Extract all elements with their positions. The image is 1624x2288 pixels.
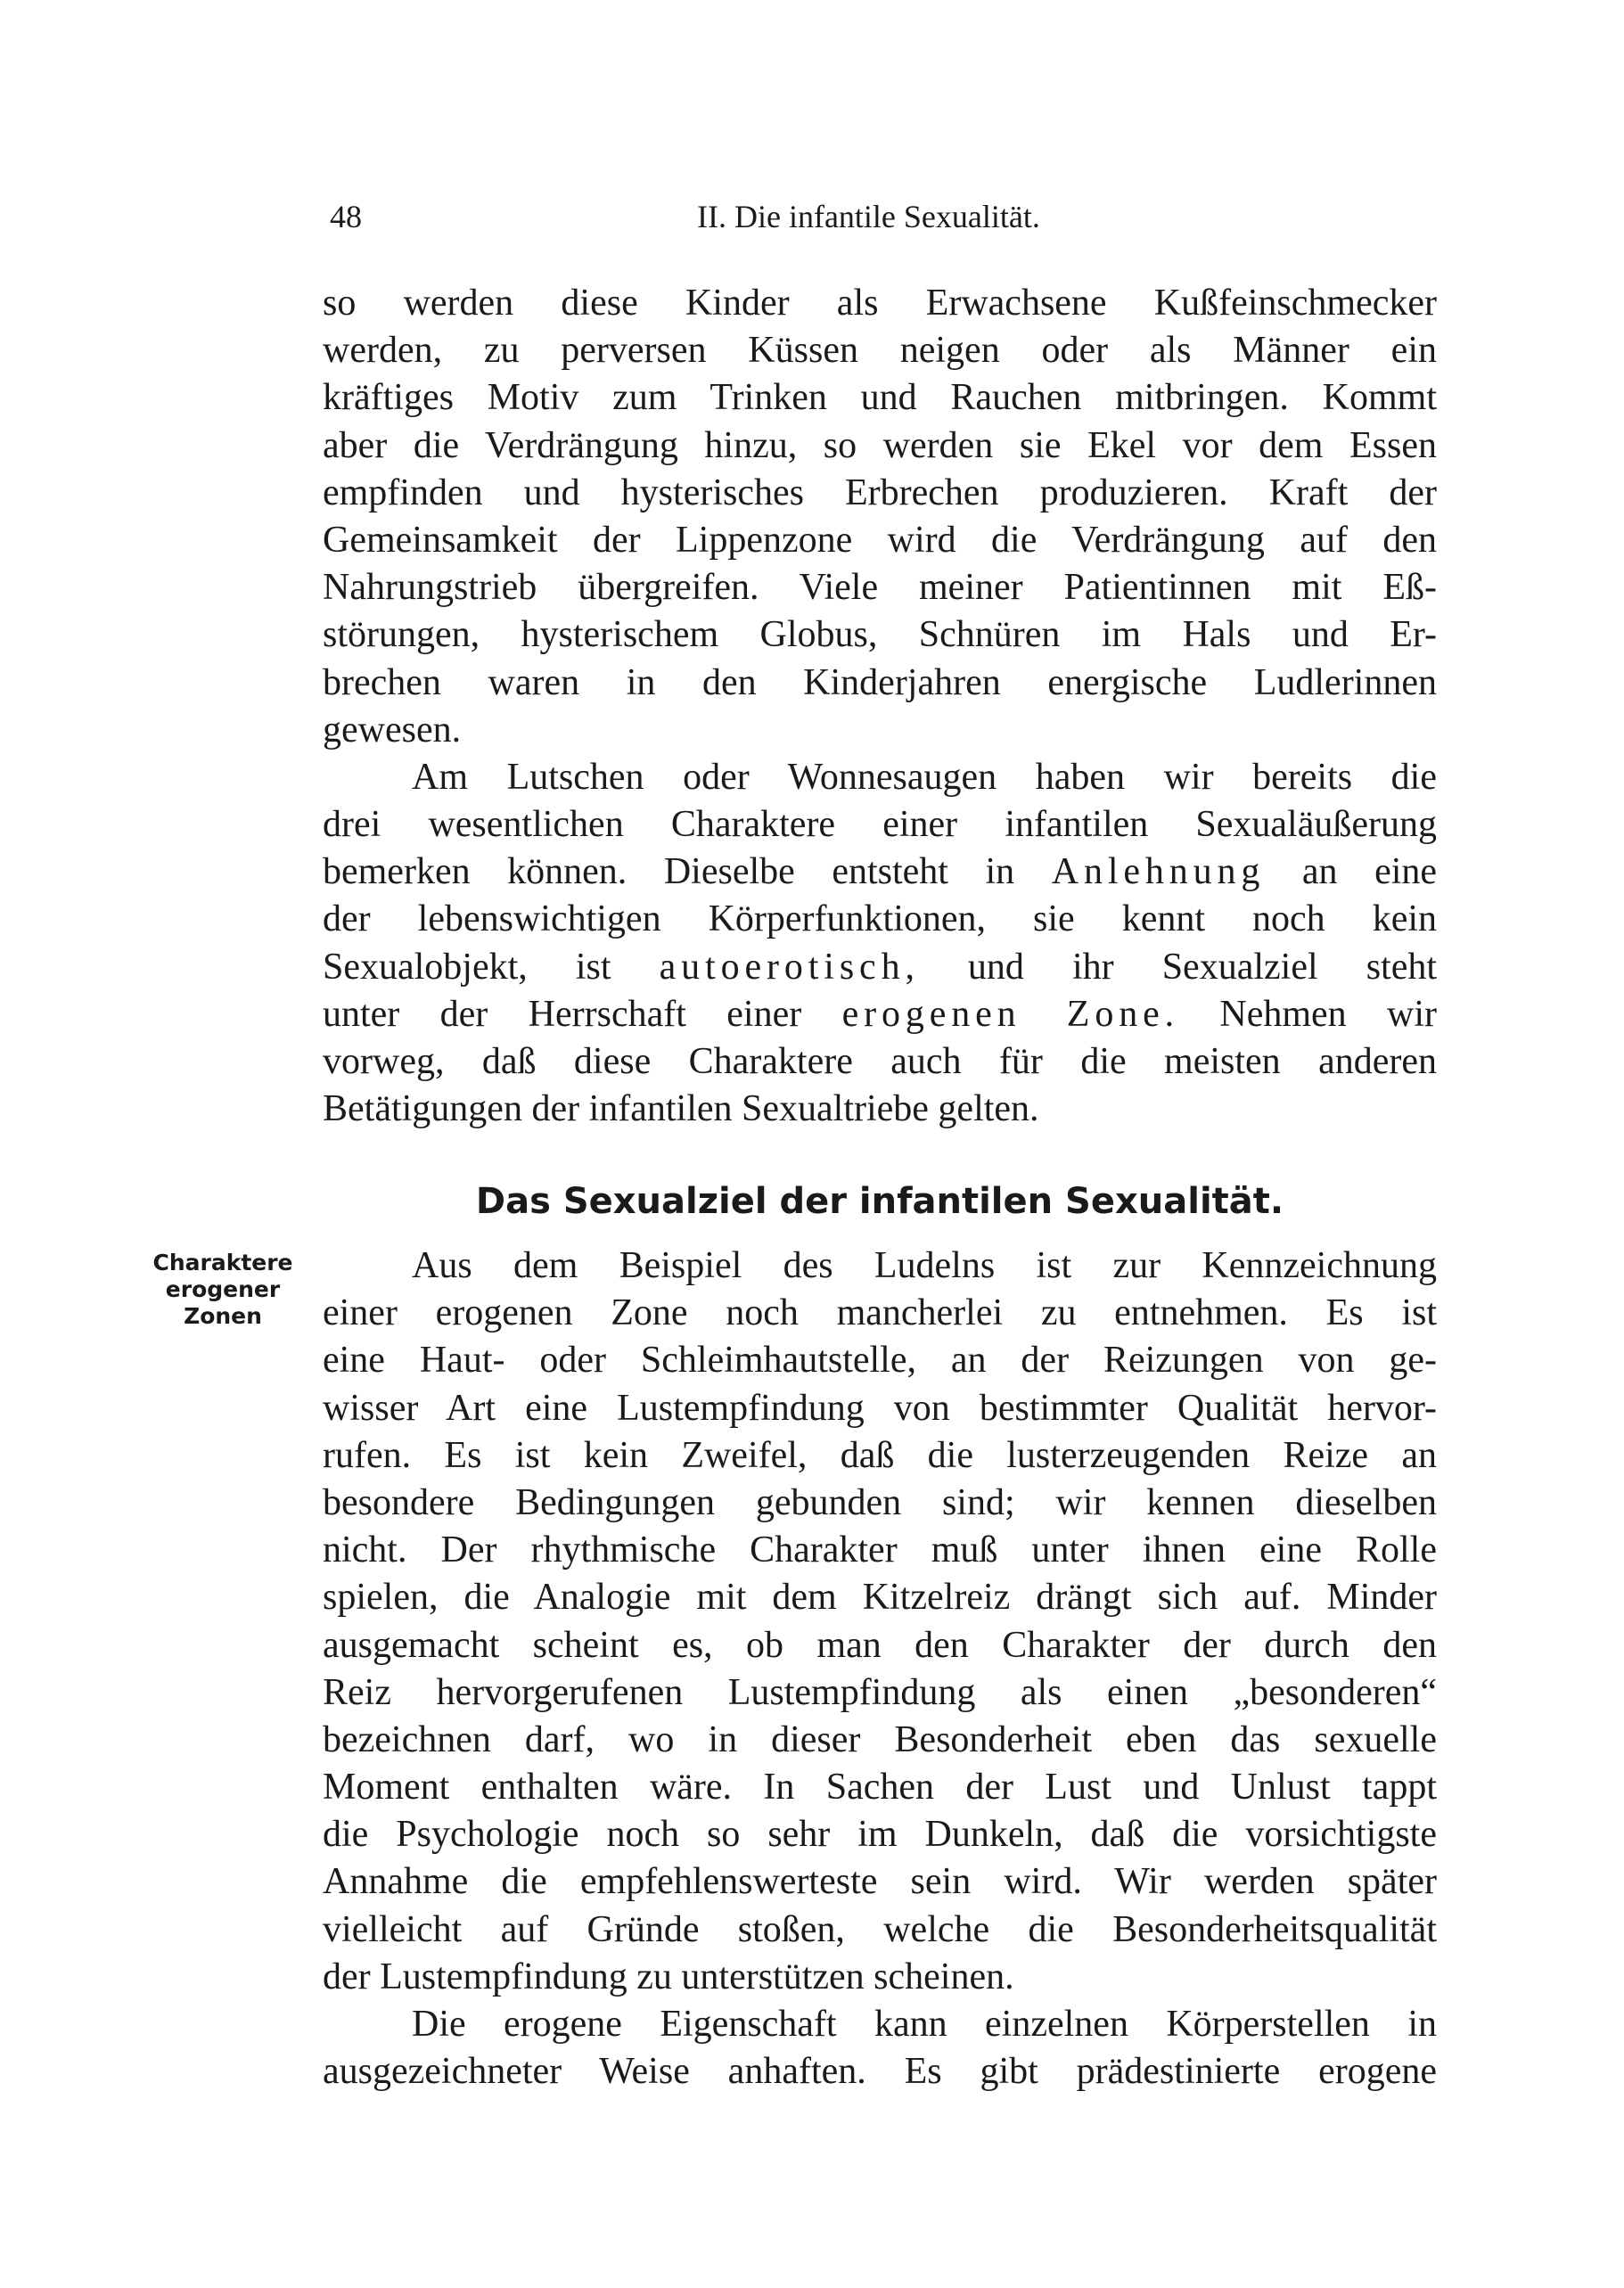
text-line: Annahme die empfehlenswerteste sein wird. Wir werden später — [323, 1861, 1437, 1903]
text-line: der Lustempfindung zu unterstützen scheinen. — [323, 1956, 1014, 1997]
text-line: vorweg, daß diese Charaktere auch für die meisten anderen — [323, 1041, 1437, 1082]
text-line: spielen, die Analogie mit dem Kitzelreiz drängt sich auf. Minder — [323, 1577, 1437, 1619]
margin-note-line: Zonen — [184, 1303, 262, 1329]
text-line: ausgemacht scheint es, ob man den Charakter der durch den — [323, 1624, 1437, 1666]
text-line: Sexualobjekt, ist autoerotisch, und ihr Sexualziel steht — [323, 946, 1438, 988]
running-title: II. Die infantile Sexualität. — [697, 199, 1040, 234]
text-line: ausgezeichneter Weise anhaften. Es gibt prädestinierte erogene — [323, 2051, 1437, 2093]
text-line: Gemeinsamkeit der Lippenzone wird die Verdrängung auf den — [323, 519, 1437, 561]
text-line: nicht. Der rhythmische Charakter muß unter ihnen eine Rolle — [323, 1529, 1437, 1571]
margin-note — [134, 1250, 312, 1330]
page-header — [323, 198, 1437, 248]
text-line: bemerken können. Dieselbe entsteht in Anlehnung an eine — [323, 851, 1438, 893]
body-text-top — [323, 280, 1437, 1133]
text-line: brechen waren in den Kinderjahren energische Ludlerinnen — [323, 661, 1437, 703]
text-line: Aus dem Beispiel des Ludelns ist zur Kennzeichnung — [412, 1245, 1437, 1286]
text-line: eine Haut- oder Schleimhautstelle, an der Reizungen von ge- — [323, 1340, 1437, 1382]
text-line: vielleicht auf Gründe stoßen, welche die Besonderheitsqualität — [323, 1908, 1437, 1950]
text-line: rufen. Es ist kein Zweifel, daß die lusterzeugenden Reize an — [323, 1434, 1437, 1476]
text-line: einer erogenen Zone noch mancherlei zu entnehmen. Es ist — [323, 1292, 1437, 1334]
text-line: Moment enthalten wäre. In Sachen der Lust und Unlust tappt — [323, 1767, 1437, 1808]
text-line: kräftiges Motiv zum Trinken und Rauchen mitbringen. Kommt — [323, 377, 1437, 419]
spaced-term: autoerotisch, — [659, 946, 920, 988]
margin-note-line: erogener — [165, 1276, 281, 1302]
margin-note-line: Charaktere — [152, 1250, 293, 1275]
text-line: Die erogene Eigenschaft kann einzelnen Körperstellen in — [412, 2004, 1437, 2045]
text-line: störungen, hysterischem Globus, Schnüren im Hals und Er- — [323, 614, 1437, 656]
body-text-bottom — [323, 1242, 1437, 2095]
text-line: besondere Bedingungen gebunden sind; wir kennen dieselben — [323, 1481, 1437, 1523]
text-line: werden, zu perversen Küssen neigen oder als Männer ein — [323, 330, 1437, 372]
text-line: der lebenswichtigen Körperfunktionen, sie kennt noch kein — [323, 898, 1437, 940]
spaced-term: erogenen Zone. — [841, 993, 1179, 1035]
text-line: Am Lutschen oder Wonnesaugen haben wir bereits die — [412, 756, 1437, 798]
text-line: wisser Art eine Lustempfindung von bestimmter Qualität hervor- — [323, 1387, 1437, 1429]
text-line: gewesen. — [323, 709, 462, 750]
text-line: Reiz hervorgerufenen Lustempfindung als einen „besonderen“ — [323, 1671, 1437, 1713]
text-line: empfinden und hysterisches Erbrechen produzieren. Kraft der — [323, 472, 1437, 513]
text-line: unter der Herrschaft einer erogenen Zone. Nehmen wir — [323, 993, 1438, 1035]
section-heading: Das Sexualziel der infantilen Sexualität. — [475, 1181, 1284, 1222]
text-line: die Psychologie noch so sehr im Dunkeln, daß die vorsichtigste — [323, 1814, 1437, 1856]
text-line: bezeichnen darf, wo in dieser Besonderheit eben das sexuelle — [323, 1718, 1437, 1760]
text-line: Betätigungen der infantilen Sexualtriebe gelten. — [323, 1088, 1039, 1130]
text-line: aber die Verdrängung hinzu, so werden sie Ekel vor dem Essen — [323, 424, 1437, 466]
spaced-term: Anlehnung — [1051, 851, 1266, 893]
page-number: 48 — [330, 199, 362, 234]
text-line: so werden diese Kinder als Erwachsene Kußfeinschmecker — [323, 283, 1437, 324]
text-line: drei wesentlichen Charaktere einer infantilen Sexualäußerung — [323, 804, 1437, 846]
text-line: Nahrungstrieb übergreifen. Viele meiner Patientinnen mit Eß- — [323, 567, 1437, 609]
